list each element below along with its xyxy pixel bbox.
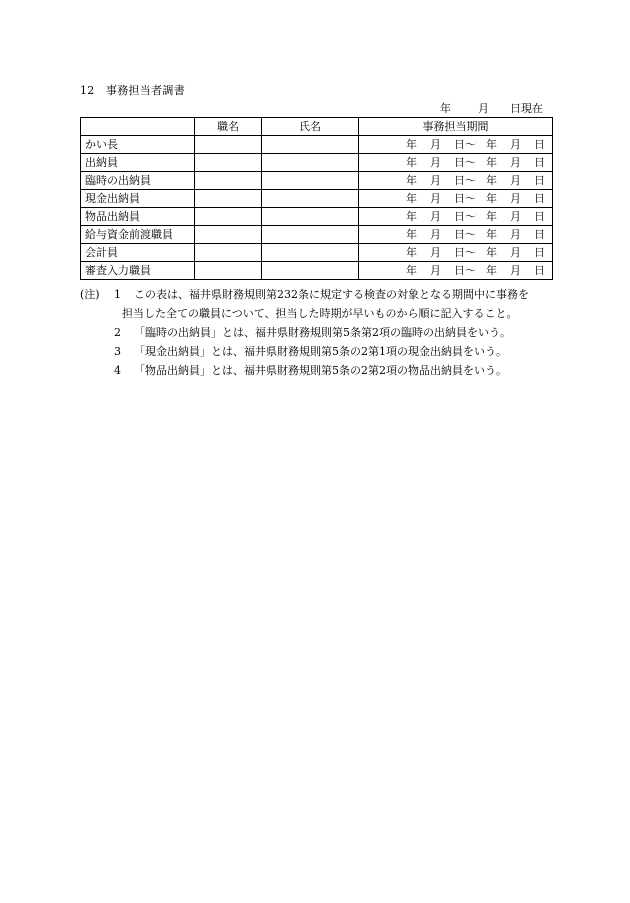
table-row: [81, 262, 553, 280]
table-row: [81, 226, 553, 244]
period-y1: 年: [406, 264, 417, 277]
staff-table: [80, 117, 553, 280]
table-row: [81, 190, 553, 208]
row-role: 出納員: [81, 154, 195, 172]
page-title: 12 事務担当者調書: [80, 84, 185, 97]
period-m1: 月: [430, 228, 441, 241]
row-position-cell[interactable]: [195, 154, 262, 172]
period-m2: 月: [510, 264, 521, 277]
period-d2: 日: [534, 246, 545, 259]
period-d1: 日～: [454, 246, 476, 259]
row-name-cell[interactable]: [262, 190, 359, 208]
period-d1: 日～: [454, 174, 476, 187]
table-row: [81, 208, 553, 226]
period-d2: 日: [534, 138, 545, 151]
header-name: 氏名: [262, 118, 359, 136]
note-text: 「物品出納員」とは、福井県財務規則第5条の2第2項の物品出納員をいう。: [134, 364, 507, 377]
row-name-cell[interactable]: [262, 244, 359, 262]
period-y2: 年: [486, 264, 497, 277]
row-period-cell[interactable]: [359, 262, 553, 280]
row-name-cell[interactable]: [262, 262, 359, 280]
row-position-cell[interactable]: [195, 226, 262, 244]
row-role: 会計員: [81, 244, 195, 262]
row-period-cell[interactable]: [359, 190, 553, 208]
period-fields: [406, 208, 544, 225]
period-y2: 年: [486, 246, 497, 259]
table-row: [81, 244, 553, 262]
period-y2: 年: [486, 210, 497, 223]
as-of-month: 月: [478, 102, 489, 115]
notes-section: [80, 285, 560, 380]
period-d1: 日～: [454, 156, 476, 169]
as-of-date: [440, 100, 543, 116]
note-text: 「臨時の出納員」とは、福井県財務規則第5条第2項の臨時の出納員をいう。: [134, 326, 511, 339]
row-name-cell[interactable]: [262, 226, 359, 244]
period-fields: [406, 226, 544, 243]
header-period: 事務担当期間: [359, 118, 553, 136]
period-m1: 月: [430, 264, 441, 277]
period-y2: 年: [486, 156, 497, 169]
row-position-cell[interactable]: [195, 244, 262, 262]
period-fields: [406, 190, 544, 207]
period-y2: 年: [486, 228, 497, 241]
period-y1: 年: [406, 192, 417, 205]
table-row: [81, 172, 553, 190]
row-role: 現金出納員: [81, 190, 195, 208]
note-number: 3: [114, 345, 121, 358]
period-fields: [406, 136, 544, 153]
period-m1: 月: [430, 246, 441, 259]
note-prefix: (注): [80, 288, 100, 301]
period-d1: 日～: [454, 264, 476, 277]
row-role: 審査入力職員: [81, 262, 195, 280]
period-m1: 月: [430, 138, 441, 151]
period-fields: [406, 154, 544, 171]
row-position-cell[interactable]: [195, 172, 262, 190]
note-line: [80, 304, 560, 323]
period-d1: 日～: [454, 192, 476, 205]
period-d2: 日: [534, 156, 545, 169]
period-y2: 年: [486, 174, 497, 187]
period-y1: 年: [406, 228, 417, 241]
period-y1: 年: [406, 174, 417, 187]
period-y1: 年: [406, 156, 417, 169]
as-of-day: 日現在: [510, 102, 543, 115]
note-line: [80, 285, 560, 304]
period-m2: 月: [510, 228, 521, 241]
note-number: 1: [114, 288, 121, 301]
note-line: [80, 361, 560, 380]
header-role: [81, 118, 195, 136]
note-number: 2: [114, 326, 121, 339]
period-d1: 日～: [454, 228, 476, 241]
row-role: 臨時の出納員: [81, 172, 195, 190]
period-m2: 月: [510, 174, 521, 187]
period-fields: [406, 244, 544, 261]
row-position-cell[interactable]: [195, 190, 262, 208]
row-name-cell[interactable]: [262, 172, 359, 190]
header-position: 職名: [195, 118, 262, 136]
row-period-cell[interactable]: [359, 244, 553, 262]
period-m2: 月: [510, 138, 521, 151]
period-y2: 年: [486, 192, 497, 205]
period-m2: 月: [510, 192, 521, 205]
period-d2: 日: [534, 228, 545, 241]
row-period-cell[interactable]: [359, 172, 553, 190]
period-m2: 月: [510, 210, 521, 223]
row-role: 給与資金前渡職員: [81, 226, 195, 244]
period-y1: 年: [406, 138, 417, 151]
note-text-continued: 担当した全ての職員について、担当した時期が早いものから順に記入すること。: [122, 307, 518, 320]
row-position-cell[interactable]: [195, 136, 262, 154]
period-fields: [406, 172, 544, 189]
row-period-cell[interactable]: [359, 226, 553, 244]
row-name-cell[interactable]: [262, 136, 359, 154]
period-y2: 年: [486, 138, 497, 151]
row-position-cell[interactable]: [195, 262, 262, 280]
row-name-cell[interactable]: [262, 154, 359, 172]
period-m1: 月: [430, 156, 441, 169]
period-d1: 日～: [454, 210, 476, 223]
period-d2: 日: [534, 174, 545, 187]
period-y1: 年: [406, 210, 417, 223]
period-m1: 月: [430, 192, 441, 205]
row-role: 物品出納員: [81, 208, 195, 226]
period-d2: 日: [534, 210, 545, 223]
row-period-cell[interactable]: [359, 208, 553, 226]
row-name-cell[interactable]: [262, 208, 359, 226]
as-of-year: 年: [440, 102, 451, 115]
note-line: [80, 342, 560, 361]
period-d1: 日～: [454, 138, 476, 151]
row-role: かい長: [81, 136, 195, 154]
table-row: [81, 136, 553, 154]
note-text: この表は、福井県財務規則第232条に規定する検査の対象となる期間中に事務を: [134, 288, 529, 301]
period-d2: 日: [534, 192, 545, 205]
row-period-cell[interactable]: [359, 136, 553, 154]
period-d2: 日: [534, 264, 545, 277]
row-position-cell[interactable]: [195, 208, 262, 226]
period-m2: 月: [510, 246, 521, 259]
period-m1: 月: [430, 210, 441, 223]
table-header-row: [81, 118, 553, 136]
row-period-cell[interactable]: [359, 154, 553, 172]
note-line: [80, 323, 560, 342]
period-fields: [406, 262, 544, 279]
period-m2: 月: [510, 156, 521, 169]
period-y1: 年: [406, 246, 417, 259]
note-number: 4: [114, 364, 121, 377]
period-m1: 月: [430, 174, 441, 187]
note-text: 「現金出納員」とは、福井県財務規則第5条の2第1項の現金出納員をいう。: [134, 345, 507, 358]
table-row: [81, 154, 553, 172]
